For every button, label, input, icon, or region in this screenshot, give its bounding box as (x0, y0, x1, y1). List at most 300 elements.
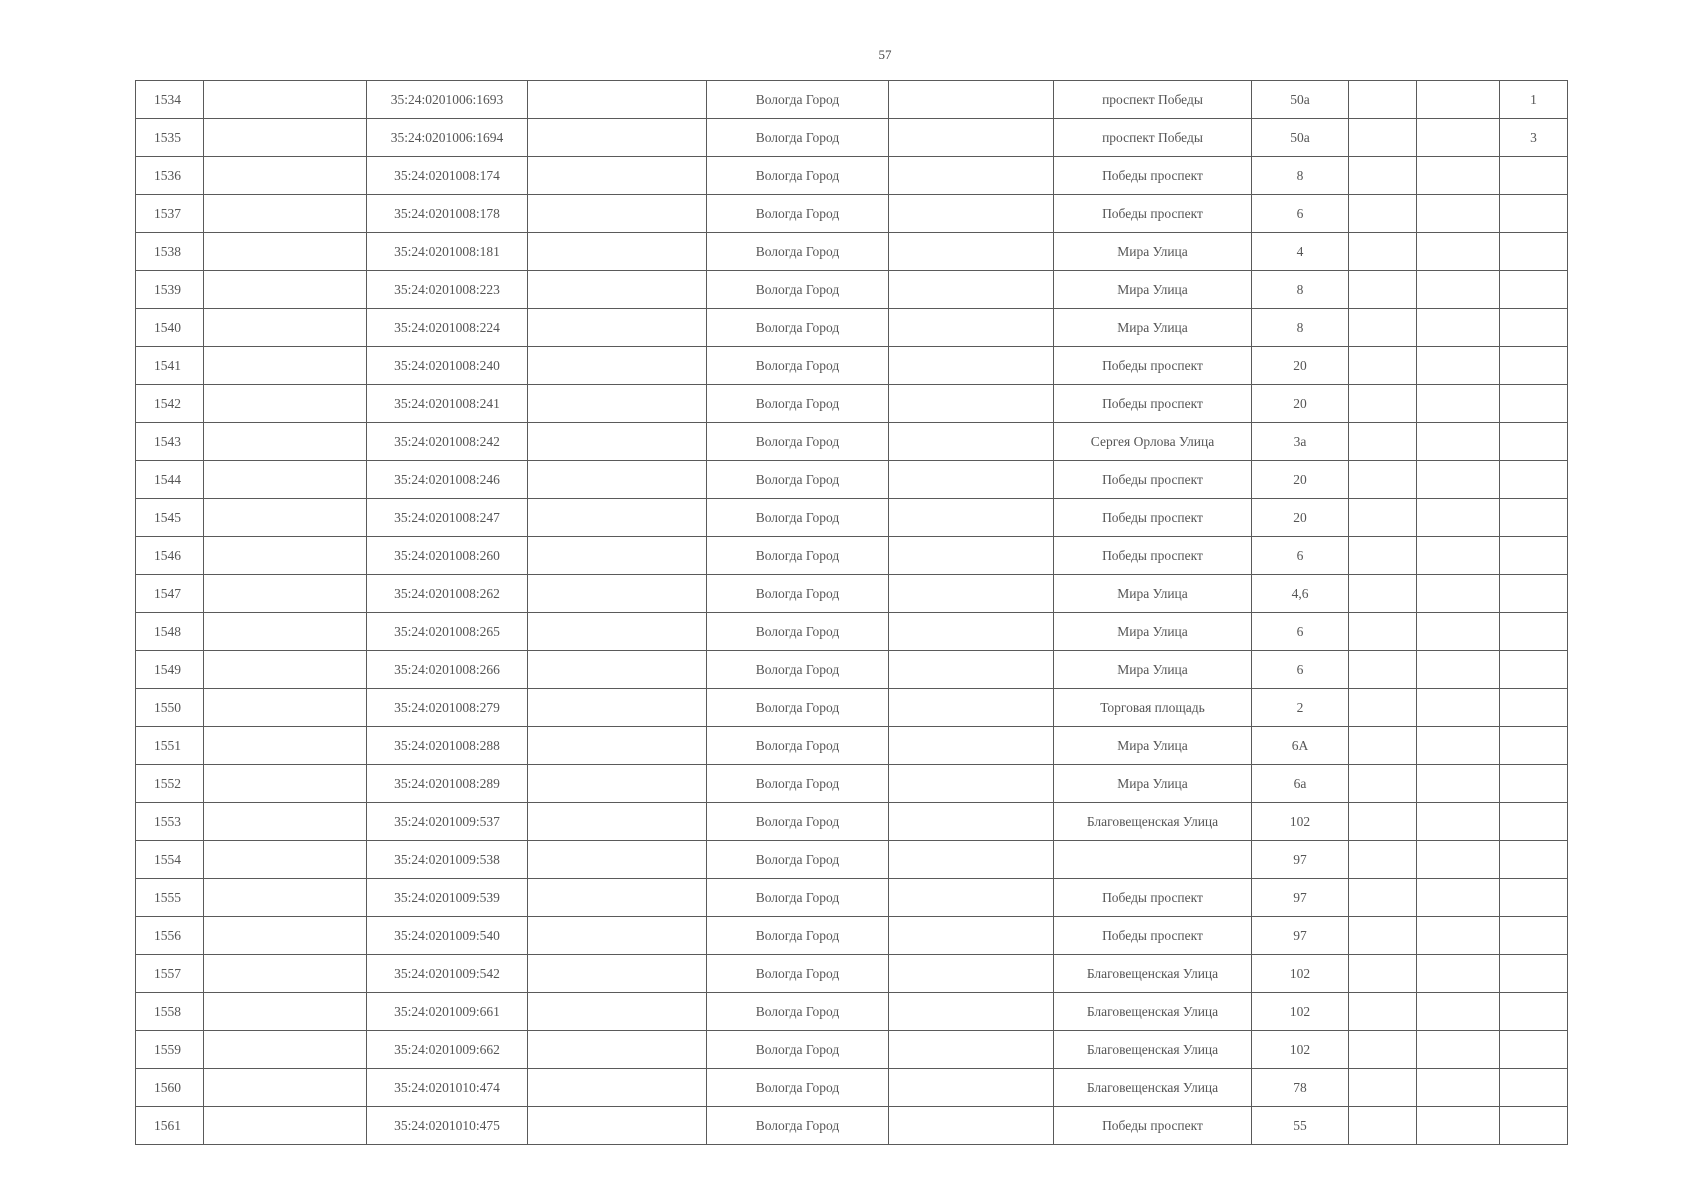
empty-cell-9 (1349, 689, 1417, 727)
house-number-cell: 6а (1252, 765, 1349, 803)
empty-cell-2 (204, 841, 367, 879)
city-cell: Вологда Город (707, 81, 889, 119)
city-cell: Вологда Город (707, 271, 889, 309)
empty-cell-2 (204, 309, 367, 347)
empty-cell-10 (1417, 385, 1500, 423)
apartment-cell (1500, 423, 1568, 461)
street-cell: Мира Улица (1054, 651, 1252, 689)
empty-cell-6 (889, 423, 1054, 461)
empty-cell-4 (528, 195, 707, 233)
empty-cell-9 (1349, 309, 1417, 347)
empty-cell-6 (889, 195, 1054, 233)
empty-cell-10 (1417, 499, 1500, 537)
empty-cell-9 (1349, 917, 1417, 955)
table-row (136, 347, 1568, 385)
empty-cell-6 (889, 461, 1054, 499)
empty-cell-10 (1417, 1031, 1500, 1069)
city-cell: Вологда Город (707, 993, 889, 1031)
row-number-cell: 1557 (136, 955, 204, 993)
empty-cell-2 (204, 499, 367, 537)
table-row (136, 1107, 1568, 1145)
row-number-cell: 1542 (136, 385, 204, 423)
row-number-cell: 1546 (136, 537, 204, 575)
cadastral-number-cell: 35:24:0201008:260 (367, 537, 528, 575)
row-number-cell: 1538 (136, 233, 204, 271)
row-number-cell: 1534 (136, 81, 204, 119)
empty-cell-4 (528, 727, 707, 765)
street-cell: проспект Победы (1054, 81, 1252, 119)
empty-cell-9 (1349, 955, 1417, 993)
empty-cell-6 (889, 347, 1054, 385)
apartment-cell (1500, 195, 1568, 233)
house-number-cell: 2 (1252, 689, 1349, 727)
empty-cell-4 (528, 385, 707, 423)
row-number-cell: 1559 (136, 1031, 204, 1069)
cadastral-number-cell: 35:24:0201009:537 (367, 803, 528, 841)
house-number-cell: 20 (1252, 347, 1349, 385)
table-row (136, 119, 1568, 157)
empty-cell-2 (204, 1031, 367, 1069)
row-number-cell: 1543 (136, 423, 204, 461)
empty-cell-6 (889, 575, 1054, 613)
house-number-cell: 6 (1252, 195, 1349, 233)
empty-cell-2 (204, 157, 367, 195)
empty-cell-4 (528, 879, 707, 917)
empty-cell-2 (204, 1069, 367, 1107)
empty-cell-9 (1349, 385, 1417, 423)
table-row (136, 81, 1568, 119)
empty-cell-9 (1349, 993, 1417, 1031)
apartment-cell (1500, 271, 1568, 309)
empty-cell-9 (1349, 195, 1417, 233)
row-number-cell: 1540 (136, 309, 204, 347)
row-number-cell: 1539 (136, 271, 204, 309)
apartment-cell (1500, 575, 1568, 613)
empty-cell-2 (204, 993, 367, 1031)
empty-cell-4 (528, 423, 707, 461)
table-row (136, 841, 1568, 879)
empty-cell-6 (889, 499, 1054, 537)
house-number-cell: 50а (1252, 119, 1349, 157)
empty-cell-10 (1417, 81, 1500, 119)
empty-cell-2 (204, 195, 367, 233)
empty-cell-10 (1417, 423, 1500, 461)
empty-cell-4 (528, 689, 707, 727)
empty-cell-6 (889, 917, 1054, 955)
street-cell: Благовещенская Улица (1054, 803, 1252, 841)
empty-cell-2 (204, 461, 367, 499)
table-row (136, 423, 1568, 461)
empty-cell-9 (1349, 537, 1417, 575)
empty-cell-4 (528, 309, 707, 347)
cadastral-number-cell: 35:24:0201008:247 (367, 499, 528, 537)
empty-cell-2 (204, 879, 367, 917)
empty-cell-4 (528, 917, 707, 955)
empty-cell-9 (1349, 765, 1417, 803)
empty-cell-4 (528, 613, 707, 651)
city-cell: Вологда Город (707, 651, 889, 689)
cadastral-number-cell: 35:24:0201009:538 (367, 841, 528, 879)
empty-cell-10 (1417, 651, 1500, 689)
empty-cell-2 (204, 119, 367, 157)
empty-cell-4 (528, 233, 707, 271)
empty-cell-4 (528, 841, 707, 879)
empty-cell-4 (528, 651, 707, 689)
table-row (136, 271, 1568, 309)
row-number-cell: 1561 (136, 1107, 204, 1145)
cadastral-number-cell: 35:24:0201008:246 (367, 461, 528, 499)
empty-cell-10 (1417, 613, 1500, 651)
city-cell: Вологда Город (707, 1107, 889, 1145)
cadastral-number-cell: 35:24:0201008:265 (367, 613, 528, 651)
table-row (136, 727, 1568, 765)
city-cell: Вологда Город (707, 841, 889, 879)
empty-cell-9 (1349, 879, 1417, 917)
house-number-cell: 102 (1252, 803, 1349, 841)
table-row (136, 879, 1568, 917)
street-cell: Победы проспект (1054, 537, 1252, 575)
empty-cell-2 (204, 803, 367, 841)
apartment-cell (1500, 993, 1568, 1031)
empty-cell-10 (1417, 1069, 1500, 1107)
empty-cell-6 (889, 955, 1054, 993)
empty-cell-10 (1417, 233, 1500, 271)
empty-cell-6 (889, 803, 1054, 841)
street-cell: Победы проспект (1054, 347, 1252, 385)
table-row (136, 537, 1568, 575)
apartment-cell (1500, 765, 1568, 803)
table-row (136, 689, 1568, 727)
street-cell: Сергея Орлова Улица (1054, 423, 1252, 461)
street-cell: Мира Улица (1054, 765, 1252, 803)
city-cell: Вологда Город (707, 689, 889, 727)
city-cell: Вологда Город (707, 385, 889, 423)
row-number-cell: 1536 (136, 157, 204, 195)
empty-cell-10 (1417, 309, 1500, 347)
registry-table (135, 80, 1568, 1145)
table-body (136, 81, 1568, 1145)
table-row (136, 803, 1568, 841)
empty-cell-6 (889, 1107, 1054, 1145)
table-row (136, 233, 1568, 271)
table-row (136, 195, 1568, 233)
cadastral-number-cell: 35:24:0201009:661 (367, 993, 528, 1031)
empty-cell-9 (1349, 727, 1417, 765)
street-cell: проспект Победы (1054, 119, 1252, 157)
apartment-cell (1500, 537, 1568, 575)
empty-cell-10 (1417, 689, 1500, 727)
empty-cell-6 (889, 119, 1054, 157)
street-cell: Победы проспект (1054, 385, 1252, 423)
street-cell: Победы проспект (1054, 879, 1252, 917)
empty-cell-2 (204, 651, 367, 689)
table-row (136, 955, 1568, 993)
empty-cell-10 (1417, 803, 1500, 841)
table-row (136, 499, 1568, 537)
apartment-cell (1500, 347, 1568, 385)
cadastral-number-cell: 35:24:0201010:475 (367, 1107, 528, 1145)
empty-cell-4 (528, 271, 707, 309)
empty-cell-2 (204, 917, 367, 955)
row-number-cell: 1553 (136, 803, 204, 841)
empty-cell-4 (528, 1107, 707, 1145)
empty-cell-4 (528, 537, 707, 575)
city-cell: Вологда Город (707, 727, 889, 765)
table-row (136, 651, 1568, 689)
street-cell (1054, 841, 1252, 879)
house-number-cell: 6А (1252, 727, 1349, 765)
empty-cell-6 (889, 81, 1054, 119)
empty-cell-6 (889, 157, 1054, 195)
empty-cell-9 (1349, 841, 1417, 879)
empty-cell-9 (1349, 81, 1417, 119)
street-cell: Мира Улица (1054, 233, 1252, 271)
empty-cell-6 (889, 879, 1054, 917)
apartment-cell (1500, 879, 1568, 917)
cadastral-number-cell: 35:24:0201008:242 (367, 423, 528, 461)
empty-cell-10 (1417, 727, 1500, 765)
city-cell: Вологда Город (707, 917, 889, 955)
house-number-cell: 8 (1252, 157, 1349, 195)
empty-cell-6 (889, 765, 1054, 803)
street-cell: Победы проспект (1054, 1107, 1252, 1145)
empty-cell-6 (889, 841, 1054, 879)
row-number-cell: 1535 (136, 119, 204, 157)
house-number-cell: 20 (1252, 385, 1349, 423)
row-number-cell: 1555 (136, 879, 204, 917)
street-cell: Победы проспект (1054, 461, 1252, 499)
empty-cell-10 (1417, 461, 1500, 499)
apartment-cell (1500, 803, 1568, 841)
table-row (136, 461, 1568, 499)
cadastral-number-cell: 35:24:0201008:181 (367, 233, 528, 271)
city-cell: Вологда Город (707, 1069, 889, 1107)
cadastral-number-cell: 35:24:0201009:662 (367, 1031, 528, 1069)
apartment-cell (1500, 309, 1568, 347)
row-number-cell: 1545 (136, 499, 204, 537)
city-cell: Вологда Город (707, 461, 889, 499)
apartment-cell (1500, 233, 1568, 271)
empty-cell-6 (889, 993, 1054, 1031)
empty-cell-2 (204, 765, 367, 803)
cadastral-number-cell: 35:24:0201008:289 (367, 765, 528, 803)
row-number-cell: 1560 (136, 1069, 204, 1107)
empty-cell-6 (889, 651, 1054, 689)
house-number-cell: 6 (1252, 651, 1349, 689)
street-cell: Мира Улица (1054, 727, 1252, 765)
city-cell: Вологда Город (707, 195, 889, 233)
empty-cell-9 (1349, 1069, 1417, 1107)
city-cell: Вологда Город (707, 1031, 889, 1069)
house-number-cell: 55 (1252, 1107, 1349, 1145)
empty-cell-6 (889, 271, 1054, 309)
cadastral-number-cell: 35:24:0201008:262 (367, 575, 528, 613)
apartment-cell: 1 (1500, 81, 1568, 119)
row-number-cell: 1541 (136, 347, 204, 385)
empty-cell-4 (528, 765, 707, 803)
cadastral-number-cell: 35:24:0201008:178 (367, 195, 528, 233)
apartment-cell (1500, 955, 1568, 993)
empty-cell-10 (1417, 575, 1500, 613)
house-number-cell: 102 (1252, 993, 1349, 1031)
city-cell: Вологда Город (707, 879, 889, 917)
apartment-cell (1500, 841, 1568, 879)
empty-cell-4 (528, 575, 707, 613)
city-cell: Вологда Город (707, 157, 889, 195)
apartment-cell (1500, 157, 1568, 195)
house-number-cell: 6 (1252, 613, 1349, 651)
house-number-cell: 3а (1252, 423, 1349, 461)
table-row (136, 765, 1568, 803)
cadastral-number-cell: 35:24:0201008:240 (367, 347, 528, 385)
apartment-cell (1500, 689, 1568, 727)
table-row (136, 613, 1568, 651)
street-cell: Победы проспект (1054, 195, 1252, 233)
empty-cell-10 (1417, 879, 1500, 917)
apartment-cell (1500, 461, 1568, 499)
row-number-cell: 1549 (136, 651, 204, 689)
empty-cell-9 (1349, 575, 1417, 613)
empty-cell-4 (528, 955, 707, 993)
empty-cell-2 (204, 689, 367, 727)
row-number-cell: 1544 (136, 461, 204, 499)
city-cell: Вологда Город (707, 575, 889, 613)
empty-cell-9 (1349, 803, 1417, 841)
cadastral-number-cell: 35:24:0201009:539 (367, 879, 528, 917)
empty-cell-6 (889, 1069, 1054, 1107)
empty-cell-10 (1417, 993, 1500, 1031)
cadastral-number-cell: 35:24:0201008:279 (367, 689, 528, 727)
apartment-cell (1500, 613, 1568, 651)
cadastral-number-cell: 35:24:0201010:474 (367, 1069, 528, 1107)
empty-cell-6 (889, 309, 1054, 347)
row-number-cell: 1547 (136, 575, 204, 613)
street-cell: Мира Улица (1054, 271, 1252, 309)
empty-cell-9 (1349, 423, 1417, 461)
empty-cell-6 (889, 689, 1054, 727)
row-number-cell: 1556 (136, 917, 204, 955)
house-number-cell: 4,6 (1252, 575, 1349, 613)
street-cell: Благовещенская Улица (1054, 993, 1252, 1031)
table-row (136, 1069, 1568, 1107)
city-cell: Вологда Город (707, 233, 889, 271)
empty-cell-10 (1417, 157, 1500, 195)
city-cell: Вологда Город (707, 309, 889, 347)
empty-cell-10 (1417, 537, 1500, 575)
row-number-cell: 1558 (136, 993, 204, 1031)
empty-cell-9 (1349, 499, 1417, 537)
empty-cell-10 (1417, 1107, 1500, 1145)
empty-cell-9 (1349, 461, 1417, 499)
table-row (136, 1031, 1568, 1069)
apartment-cell (1500, 385, 1568, 423)
empty-cell-10 (1417, 195, 1500, 233)
empty-cell-10 (1417, 917, 1500, 955)
house-number-cell: 8 (1252, 309, 1349, 347)
house-number-cell: 78 (1252, 1069, 1349, 1107)
cadastral-number-cell: 35:24:0201009:542 (367, 955, 528, 993)
house-number-cell: 97 (1252, 841, 1349, 879)
city-cell: Вологда Город (707, 499, 889, 537)
empty-cell-2 (204, 233, 367, 271)
empty-cell-2 (204, 727, 367, 765)
city-cell: Вологда Город (707, 537, 889, 575)
row-number-cell: 1548 (136, 613, 204, 651)
empty-cell-2 (204, 271, 367, 309)
apartment-cell (1500, 1107, 1568, 1145)
empty-cell-10 (1417, 347, 1500, 385)
house-number-cell: 97 (1252, 917, 1349, 955)
empty-cell-9 (1349, 613, 1417, 651)
street-cell: Победы проспект (1054, 499, 1252, 537)
city-cell: Вологда Город (707, 765, 889, 803)
row-number-cell: 1551 (136, 727, 204, 765)
street-cell: Благовещенская Улица (1054, 955, 1252, 993)
page-number: 57 (878, 47, 892, 62)
apartment-cell (1500, 499, 1568, 537)
street-cell: Победы проспект (1054, 157, 1252, 195)
house-number-cell: 20 (1252, 499, 1349, 537)
street-cell: Благовещенская Улица (1054, 1031, 1252, 1069)
empty-cell-10 (1417, 841, 1500, 879)
empty-cell-9 (1349, 119, 1417, 157)
city-cell: Вологда Город (707, 803, 889, 841)
row-number-cell: 1554 (136, 841, 204, 879)
cadastral-number-cell: 35:24:0201009:540 (367, 917, 528, 955)
cadastral-number-cell: 35:24:0201006:1693 (367, 81, 528, 119)
cadastral-number-cell: 35:24:0201008:224 (367, 309, 528, 347)
empty-cell-4 (528, 803, 707, 841)
city-cell: Вологда Город (707, 955, 889, 993)
empty-cell-9 (1349, 651, 1417, 689)
empty-cell-2 (204, 575, 367, 613)
house-number-cell: 20 (1252, 461, 1349, 499)
house-number-cell: 4 (1252, 233, 1349, 271)
house-number-cell: 8 (1252, 271, 1349, 309)
empty-cell-10 (1417, 955, 1500, 993)
empty-cell-10 (1417, 765, 1500, 803)
house-number-cell: 6 (1252, 537, 1349, 575)
cadastral-number-cell: 35:24:0201008:288 (367, 727, 528, 765)
city-cell: Вологда Город (707, 613, 889, 651)
table-row (136, 917, 1568, 955)
empty-cell-4 (528, 993, 707, 1031)
empty-cell-4 (528, 119, 707, 157)
empty-cell-6 (889, 233, 1054, 271)
empty-cell-2 (204, 955, 367, 993)
empty-cell-9 (1349, 157, 1417, 195)
empty-cell-10 (1417, 119, 1500, 157)
row-number-cell: 1550 (136, 689, 204, 727)
street-cell: Мира Улица (1054, 309, 1252, 347)
empty-cell-2 (204, 537, 367, 575)
cadastral-number-cell: 35:24:0201008:266 (367, 651, 528, 689)
empty-cell-2 (204, 613, 367, 651)
cadastral-number-cell: 35:24:0201008:241 (367, 385, 528, 423)
empty-cell-6 (889, 1031, 1054, 1069)
apartment-cell (1500, 727, 1568, 765)
cadastral-number-cell: 35:24:0201006:1694 (367, 119, 528, 157)
empty-cell-6 (889, 385, 1054, 423)
apartment-cell: 3 (1500, 119, 1568, 157)
house-number-cell: 97 (1252, 879, 1349, 917)
street-cell: Торговая площадь (1054, 689, 1252, 727)
empty-cell-2 (204, 81, 367, 119)
empty-cell-2 (204, 1107, 367, 1145)
cadastral-number-cell: 35:24:0201008:174 (367, 157, 528, 195)
empty-cell-2 (204, 385, 367, 423)
empty-cell-4 (528, 461, 707, 499)
